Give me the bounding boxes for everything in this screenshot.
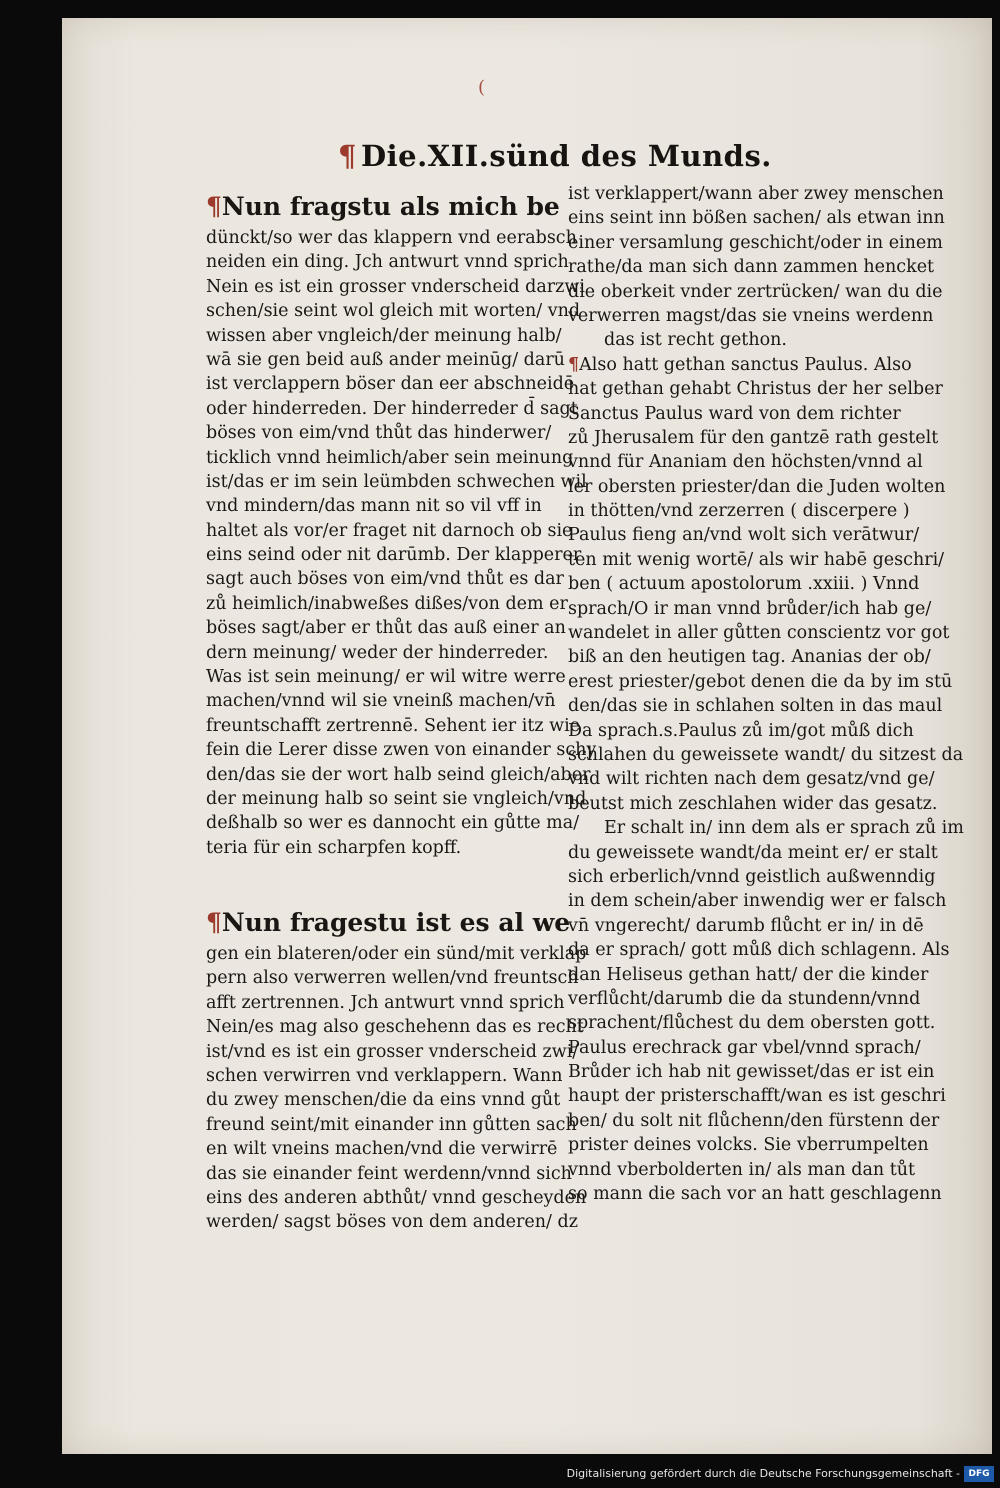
text-line: hat gethan gehabt Christus der her selber: [568, 379, 943, 400]
text-line: da er sprach/ gott můß dich schlagenn. Als: [568, 940, 950, 961]
text-line: zů Jherusalem für den gantzē rath gestelt: [568, 427, 939, 448]
text-line: eins seint inn bößen sachen/ als etwan inn: [568, 208, 945, 229]
text-line: Nein es ist ein grosser vnderscheid darzwi: [206, 276, 585, 297]
text-line: werden/ sagst böses von dem anderen/ dz: [206, 1212, 578, 1233]
text-line: biß an den heutigen tag. Ananias der ob/: [568, 647, 931, 668]
text-line: haupt der pristerschafft/wan es ist geschri: [568, 1086, 946, 1107]
text-line: neiden ein ding. Jch antwurt vnnd sprich: [206, 252, 569, 273]
page-mark: (: [478, 77, 486, 98]
text-line: gen ein blateren/oder ein sünd/mit verklap: [206, 944, 587, 964]
right-column: [568, 182, 964, 1206]
text-line: deßhalb so wer es dannocht ein gůtte ma/: [206, 813, 580, 834]
text-line: dan Heliseus gethan hatt/ der die kinder: [568, 964, 929, 985]
left-column-section-2: [206, 904, 587, 1235]
text-line: schen verwirren vnd verklappern. Wann: [206, 1065, 563, 1086]
text-line: böses von eim/vnd thůt das hinderwer/: [206, 423, 552, 444]
text-line: ler obersten priester/dan die Juden wolten: [568, 476, 946, 497]
text-line: ten mit wenig wortē/ als wir habē geschri/: [568, 549, 945, 570]
text-line: afft zertrennen. Jch antwurt vnnd sprich: [206, 992, 565, 1013]
text-line: das ist recht gethon.: [604, 330, 787, 351]
text-line: zů heimlich/inabweßes dißes/von dem er: [206, 593, 568, 614]
page-title: [338, 133, 772, 179]
text-line: du geweissete wandt/da meint er/ er stalt: [568, 842, 938, 863]
text-line: Sanctus Paulus ward von dem richter: [568, 403, 901, 424]
text-line: prister deines volcks. Sie vberrumpelten: [568, 1135, 929, 1156]
text-line: Paulus erechrack gar vbel/vnnd sprach/: [568, 1037, 921, 1058]
left-column-section-1: [206, 188, 597, 860]
text-line: wissen aber vngleich/der meinung halb/: [206, 325, 562, 346]
text-line: dünckt/so wer das klappern vnd eerabsch: [206, 228, 577, 248]
text-line: sagt auch böses von eim/vnd thůt es dar: [206, 569, 564, 590]
text-line: verflůcht/darumb die da stundenn/vnnd: [568, 988, 921, 1009]
text-line: haltet als vor/er fraget nit darnoch ob sie: [206, 520, 573, 541]
section-heading-text: Nun fragstu als mich be: [221, 192, 560, 221]
dfg-logo: DFG: [964, 1466, 994, 1482]
text-line: vnnd vberbolderten in/ als man dan tůt: [568, 1159, 916, 1180]
text-line: fein die Lerer disse zwen von einander schy: [206, 740, 597, 761]
text-line: [568, 353, 938, 377]
text-line: en wilt vneins machen/vnd die verwirrē: [206, 1139, 558, 1160]
text-line: ticklich vnnd heimlich/aber sein meinung: [206, 447, 574, 468]
text-line: ist verclappern böser dan eer abschneidē: [206, 374, 575, 395]
text-line: vn̄ vngerecht/ darumb flůcht er in/ in dē: [568, 915, 924, 936]
pilcrow-mark: ¶: [206, 192, 222, 221]
text-line: wandelet in aller gůtten conscientz vor got: [568, 623, 950, 644]
text-line: verwerren magst/das sie vneins werdenn: [568, 305, 934, 326]
text-line: in thötten/vnd zerzerren ( discerpere ): [568, 501, 910, 522]
text-line: der meinung halb so seint sie vngleich/vnd: [206, 788, 587, 809]
text-line: freuntschafft zertrennē. Sehent ier itz wie: [206, 715, 581, 736]
text-line: Brůder ich hab nit gewisset/das er ist ein: [568, 1062, 935, 1083]
text-line: erest priester/gebot denen die da by im stū: [568, 671, 953, 692]
text-line: pern also verwerren wellen/vnd freuntsch: [206, 968, 579, 989]
text-line: einer versamlung geschicht/oder in einem: [568, 232, 943, 253]
text-line: ist/vnd es ist ein grosser vnderscheid zwi/: [206, 1041, 579, 1062]
text-line: in dem schein/aber inwendig wer er falsch: [568, 891, 947, 912]
text-line: vnd mindern/das mann nit so vil vff in: [206, 496, 542, 517]
text-line: Was ist sein meinung/ er wil witre werre: [206, 667, 566, 688]
pilcrow-mark: ¶: [206, 908, 222, 937]
text-line: oder hinderreden. Der hinderreder d̄ sagt: [206, 398, 578, 419]
text-line-content: Also hatt gethan sanctus Paulus. Also: [579, 354, 912, 375]
text-line: vnd wilt richten nach dem gesatz/vnd ge/: [568, 769, 935, 790]
text-line: schlahen du geweissete wandt/ du sitzest da: [568, 744, 964, 765]
text-line: vnnd für Ananiam den höchsten/vnnd al: [568, 452, 923, 473]
text-line: freund seint/mit einander inn gůtten sach: [206, 1114, 577, 1135]
text-line: den/das sie in schlahen solten in das maul: [568, 696, 943, 717]
section-initial-line: [206, 188, 566, 226]
pilcrow-mark: ¶: [568, 354, 580, 375]
text-line: ist verklappert/wann aber zwey menschen: [568, 184, 944, 204]
funding-note: Digitalisierung gefördert durch die Deutsche Forschungsgemeinschaft -: [566, 1467, 960, 1480]
text-line: den/das sie der wort halb seind gleich/aber: [206, 764, 591, 785]
text-line: Nein/es mag also geschehenn das es recht: [206, 1017, 584, 1038]
text-line: das sie einander feint werdenn/vnnd sich: [206, 1163, 572, 1184]
section-heading-text: Nun fragestu ist es al we: [221, 908, 571, 937]
text-line: machen/vnnd wil sie vneinß machen/vn̄: [206, 691, 556, 712]
text-line: ben/ du solt nit flůchenn/den fürstenn der: [568, 1110, 940, 1131]
text-line: sich erberlich/vnnd geistlich außwenndig: [568, 866, 936, 887]
text-line: ben ( actuum apostolorum .xxiii. ) Vnnd: [568, 574, 920, 595]
text-line: eins seind oder nit darūmb. Der klapperer: [206, 545, 582, 566]
text-line: beutst mich zeschlahen wider das gesatz.: [568, 793, 938, 814]
text-line: Da sprach.s.Paulus zů im/got můß dich: [568, 720, 914, 741]
text-line: schen/sie seint wol gleich mit worten/ vnd: [206, 301, 581, 322]
footer-bar: [0, 1462, 1000, 1488]
text-line: sprachent/flůchest du dem obersten gott.: [568, 1013, 936, 1034]
text-line: rathe/da man sich dann zammen hencket: [568, 257, 935, 278]
pilcrow-mark: ¶: [338, 139, 357, 173]
text-line: wā sie gen beid auß ander meinūg/ darū: [206, 349, 565, 370]
text-line: ist/das er im sein leümbden schwechen wil: [206, 471, 587, 492]
text-line: eins des anderen abthůt/ vnnd gescheyden: [206, 1187, 587, 1208]
text-line: dern meinung/ weder der hinderreder.: [206, 642, 549, 663]
text-line: du zwey menschen/die da eins vnnd gůt: [206, 1090, 561, 1111]
text-line: Er schalt in/ inn dem als er sprach zů im: [604, 818, 964, 839]
text-line: sprach/O ir man vnnd brůder/ich hab ge/: [568, 598, 932, 619]
text-line: die oberkeit vnder zertrücken/ wan du die: [568, 281, 943, 302]
text-line: teria für ein scharpfen kopff.: [206, 837, 462, 858]
text-line: böses sagt/aber er thůt das auß einer an: [206, 618, 566, 639]
text-line: so mann die sach vor an hatt geschlagenn: [568, 1184, 942, 1205]
text-line: Paulus fieng an/vnd wolt sich verātwur/: [568, 525, 920, 546]
section-initial-line: [206, 904, 571, 942]
page-title-text: Die.XII.sünd des Munds.: [360, 139, 772, 173]
